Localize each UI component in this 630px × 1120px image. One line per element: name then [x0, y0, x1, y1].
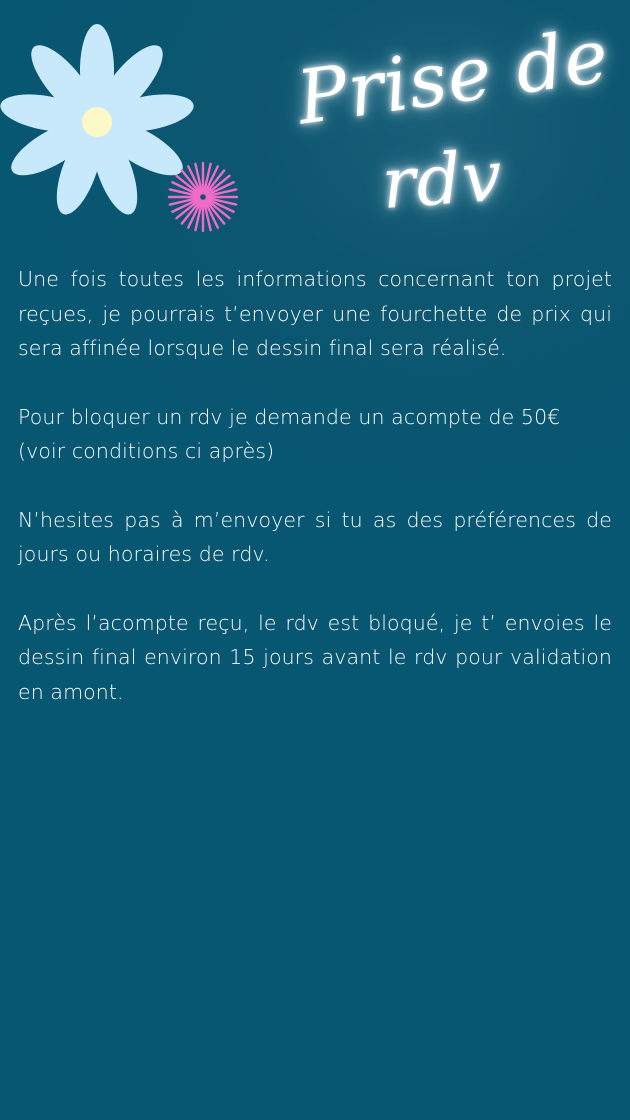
light-blue-daisy-icon	[0, 24, 196, 220]
paragraph-price-estimate: Une fois toutes les informations concernant ton projet reçues, je pourrais t’envoyer une fourchette de prix qui sera affinée lorsque le dessin final sera réalisé.	[18, 267, 612, 360]
title-block	[270, 12, 615, 230]
page-title-line-1: Prise de	[292, 12, 615, 142]
paragraph-deposit: Pour bloquer un rdv je demande un acompte de 50€ (voir conditions ci après)	[18, 404, 561, 463]
paragraph-preferences: N’hesites pas à m’envoyer si tu as des préférences de jours ou horaires de rdv.	[18, 507, 612, 566]
flower-decoration	[0, 20, 250, 240]
page-title-line-2: rdv	[379, 134, 506, 225]
paragraph-validation: Après l’acompte reçu, le rdv est bloqué, je t’ envoies le dessin final environ 15 jours avant le rdv pour validation en amont.	[18, 610, 612, 704]
info-text	[18, 262, 612, 743]
